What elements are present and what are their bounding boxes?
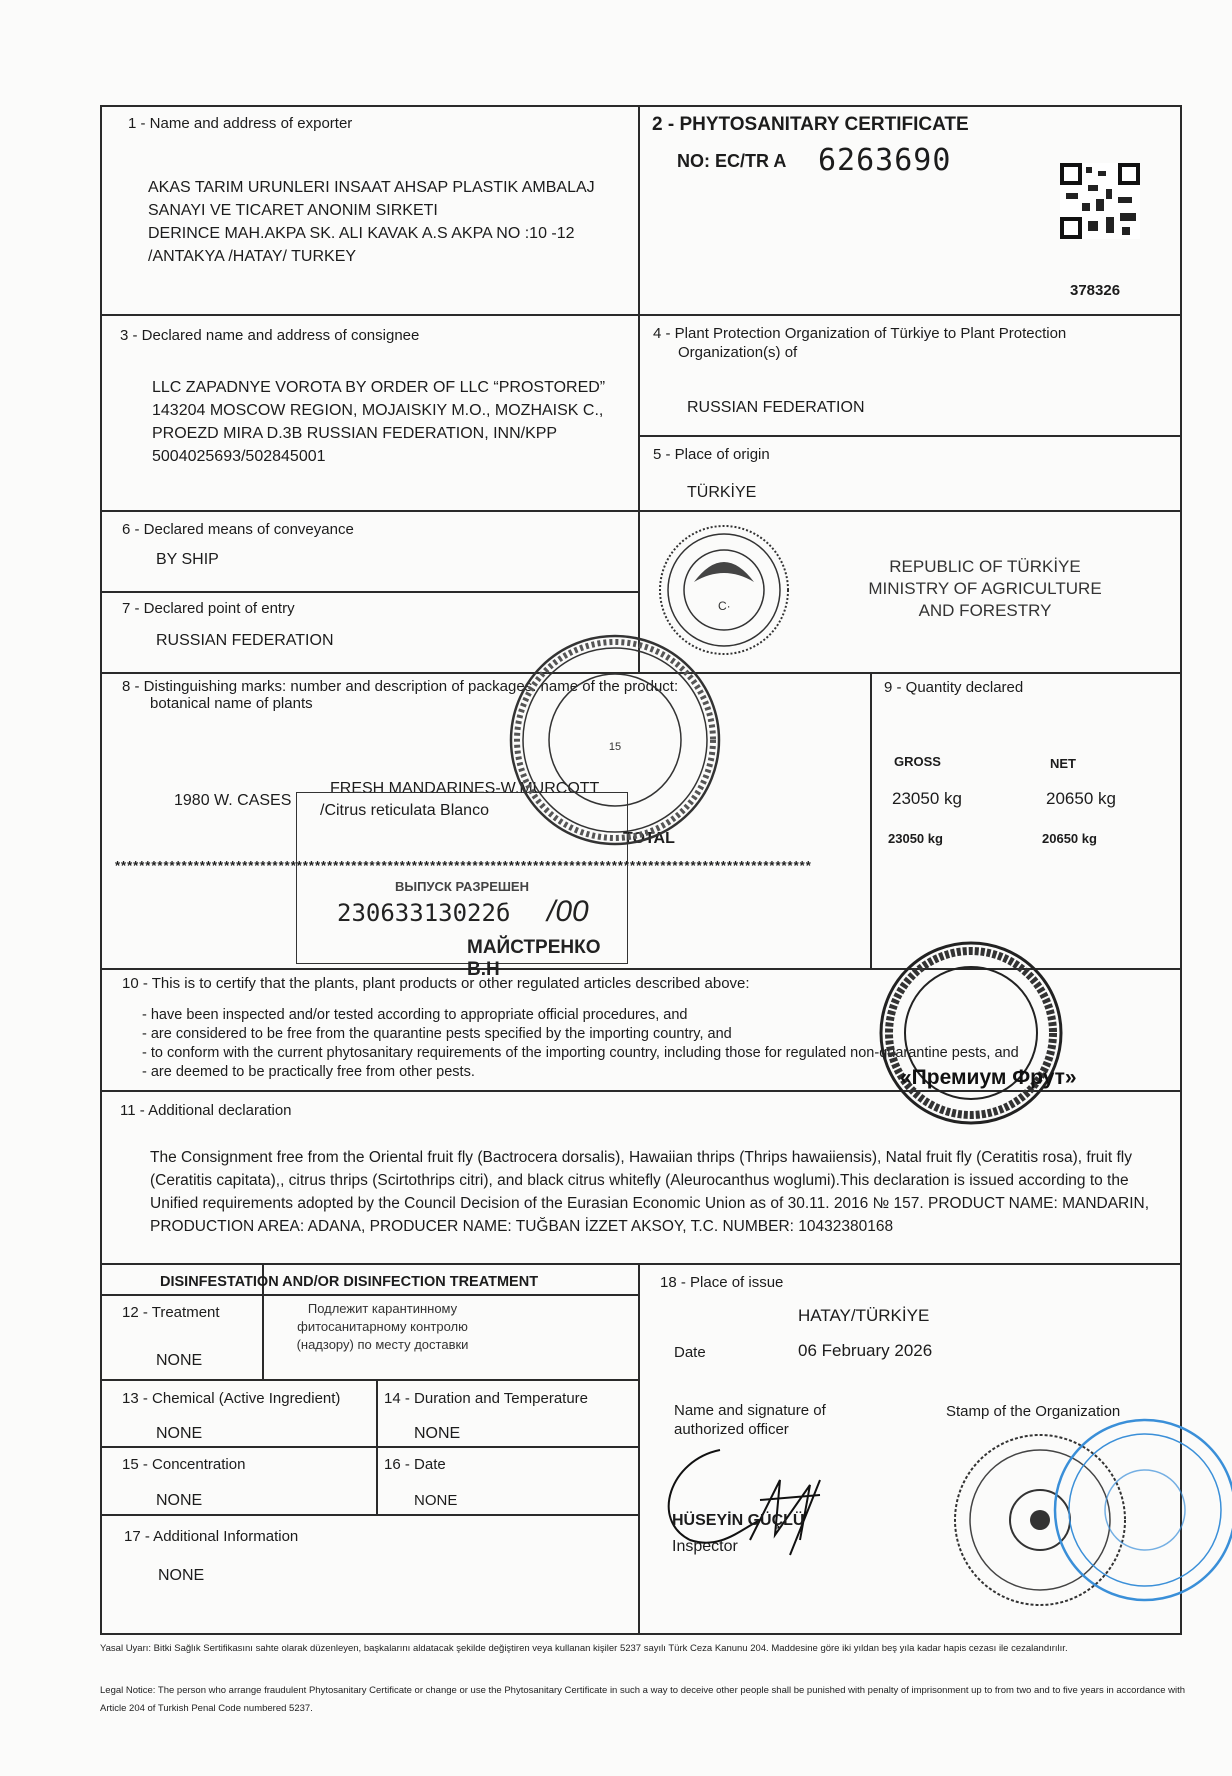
consignee-line: 143204 MOSCOW REGION, MOJAISKIY M.O., MOZHAISK C., — [152, 402, 604, 419]
divider — [100, 1379, 638, 1381]
date-value: NONE — [414, 1492, 458, 1509]
svg-text:15: 15 — [608, 741, 622, 753]
net-label: NET — [1050, 756, 1076, 771]
ministry-name — [825, 556, 1145, 622]
act-suffix: /00 — [547, 895, 589, 928]
divider — [100, 1294, 638, 1296]
divider — [638, 435, 1182, 437]
conveyance-label: 6 - Declared means of conveyance — [122, 521, 354, 538]
officer-label — [674, 1401, 826, 1439]
issue-date-label: Date — [674, 1344, 706, 1361]
veterinary-round-stamp-icon — [505, 630, 725, 850]
marks-label-line: botanical name of plants — [150, 695, 313, 712]
certify-intro: 10 - This is to certify that the plants, plant products or other regulated articles described above: — [122, 975, 750, 992]
packages-count: 1980 W. CASES — [174, 792, 292, 809]
info-value: NONE — [158, 1567, 205, 1584]
certify-item: - to conform with the current phytosanitary requirements of the importing country, including those for regulated non-quarantine pests, and — [142, 1045, 1019, 1061]
exporter-address — [148, 176, 595, 268]
table-border-left — [100, 105, 102, 1635]
divider — [100, 314, 1182, 316]
officer-name: HÜSEYİN GÜÇLÜ — [672, 1512, 805, 1529]
divider — [100, 591, 638, 593]
consignee-line: PROEZD MIRA D.3B RUSSIAN FEDERATION, INN/KPP — [152, 425, 558, 442]
table-border-top — [100, 105, 1182, 107]
treatment-label: 12 - Treatment — [122, 1304, 220, 1321]
divider — [638, 1263, 640, 1633]
conveyance-value: BY SHIP — [156, 551, 219, 568]
ministry-line: REPUBLIC OF TÜRKİYE — [889, 557, 1081, 576]
issue-date: 06 February 2026 — [798, 1341, 933, 1360]
treatment-heading: DISINFESTATION AND/OR DISINFECTION TREATMENT — [160, 1274, 539, 1290]
qr-code-icon — [1060, 163, 1140, 239]
release-title: ВЫПУСК РАЗРЕШЕН — [394, 879, 529, 894]
certify-item: - have been inspected and/or tested according to appropriate official procedures, and — [142, 1007, 688, 1023]
product-name: FRESH MANDARINES-W.MURCOTT — [330, 780, 600, 797]
chemical-label: 13 - Chemical (Active Ingredient) — [122, 1390, 341, 1407]
entry-value: RUSSIAN FEDERATION — [156, 632, 334, 649]
info-label: 17 - Additional Information — [124, 1528, 299, 1545]
star-separator: ******************************************************************************************************************* — [115, 858, 812, 873]
ppo-label-line: Organization(s) of — [678, 344, 798, 361]
blue-company-seal-icon — [1040, 1410, 1232, 1610]
ppo-label-line: 4 - Plant Protection Organization of Türkiye to Plant Protection — [653, 325, 1067, 342]
company-stamp-icon — [876, 938, 1066, 1128]
ppo-value: RUSSIAN FEDERATION — [687, 399, 865, 416]
quarantine-note-stamp: Подлежит карантинному фитосанитарному контролю (надзору) по месту доставки — [296, 1301, 469, 1352]
total-label: TOTAL — [623, 830, 675, 847]
marks-label-line: 8 - Distinguishing marks: number and description of packages: name of the product: — [122, 678, 679, 695]
duration-label: 14 - Duration and Temperature — [384, 1390, 589, 1407]
table-border-right — [1180, 105, 1182, 1635]
exporter-line: /ANTAKYA /HATAY/ TURKEY — [148, 248, 357, 265]
net-total: 20650 kg — [1042, 831, 1097, 846]
concentration-value: NONE — [156, 1492, 203, 1509]
certificate-no-label: NO: EC/TR A — [677, 151, 787, 171]
officer-title: Inspector — [672, 1538, 738, 1555]
issue-label: 18 - Place of issue — [660, 1274, 784, 1291]
legal-notice-turkish: Yasal Uyarı: Bitki Sağlık Sertifikasını sahte olarak düzenleyen, başkalarını aldatacak şekilde değiştiren veya kullanan kişiler 5237 sayılı Türk Ceza Kanunu 204. Maddesine göre iki yıldan beş yıla kadar hapis cezası ile cezalandırılır. — [100, 1643, 1068, 1654]
botanical-name: /Citrus reticulata Blanco — [320, 802, 489, 819]
gross-total: 23050 kg — [888, 831, 943, 846]
officer-label-line: authorized officer — [674, 1421, 789, 1438]
exporter-line: AKAS TARIM URUNLERI INSAAT AHSAP PLASTIK AMBALAJ — [148, 179, 595, 196]
date-label: 16 - Date — [384, 1456, 446, 1473]
inspector-name-stamp: МАЙСТРЕНКО В.Н — [467, 937, 601, 980]
consignee-line: LLC ZAPADNYE VOROTA BY ORDER OF LLC “PROSTORED” — [152, 379, 606, 396]
divider — [100, 510, 1182, 512]
origin-label: 5 - Place of origin — [653, 446, 770, 463]
certificate-serial: 378326 — [1070, 282, 1121, 299]
issue-place: HATAY/TÜRKİYE — [798, 1306, 930, 1325]
consignee-address — [152, 376, 605, 468]
additional-label: 11 - Additional declaration — [120, 1102, 292, 1119]
origin-value: TÜRKİYE — [687, 484, 757, 501]
additional-text: The Consignment free from the Oriental fruit fly (Bactrocera dorsalis), Hawaiian thrips (Thrips hawaiiensis), Natal fruit fly (Ceratitis rosa), fruit fly (Ceratitis capitata),, citrus thrips (Scirtothrips citri), and black citrus whitefly (Aleurocanthus woglumi).This declaration is issued according to the Unified requirements adopted by the Council Decision of the Eurasian Economic Union as of 30.11. 2016 № 157. PRODUCT NAME: MANDARIN, PRODUCTION AREA: ADANA, PRODUCER NAME: TUĞBAN İZZET AKSOY, T.C. NUMBER: 10432380168 — [150, 1149, 1150, 1235]
certify-item: - are deemed to be practically free from other pests. — [142, 1064, 475, 1080]
divider — [638, 105, 640, 673]
stamp-label: Stamp of the Organization — [946, 1403, 1121, 1420]
divider — [870, 672, 872, 968]
divider — [100, 1446, 638, 1448]
ppo-label — [653, 324, 1066, 362]
chemical-value: NONE — [156, 1425, 203, 1442]
ministry-line: MINISTRY OF AGRICULTURE — [868, 579, 1102, 598]
certify-item: - are considered to be free from the quarantine pests specified by the importing country, and — [142, 1026, 732, 1042]
treatment-value: NONE — [156, 1352, 203, 1369]
consignee-label: 3 - Declared name and address of consignee — [120, 327, 420, 344]
concentration-label: 15 - Concentration — [122, 1456, 246, 1473]
act-number: 23063313022б — [337, 899, 511, 927]
quantity-label: 9 - Quantity declared — [884, 679, 1024, 696]
gross-weight: 23050 kg — [892, 789, 962, 808]
table-border-bottom — [100, 1633, 1182, 1635]
entry-label: 7 - Declared point of entry — [122, 600, 295, 617]
net-weight: 20650 kg — [1046, 789, 1116, 808]
exporter-label: 1 - Name and address of exporter — [128, 115, 353, 132]
divider — [100, 1514, 638, 1516]
svg-text:C·: C· — [718, 599, 731, 613]
legal-notice-english: Legal Notice: The person who arrange fraudulent Phytosanitary Certificate or change or use the Phytosanitary Certificate in such a way to deceive other people shall be punished with penalty of imprisonment up to from two and to five years in accordance with Article 204 of Turkish Penal Code numbered 5237. — [100, 1685, 1186, 1714]
officer-label-line: Name and signature of — [674, 1402, 826, 1419]
company-stamp-text: «Премиум Фрут» — [900, 1066, 1077, 1089]
exporter-line: SANAYI VE TICARET ANONIM SIRKETI — [148, 202, 438, 219]
ministry-line: AND FORESTRY — [918, 601, 1052, 620]
certificate-title: 2 - PHYTOSANITARY CERTIFICATE — [652, 114, 969, 135]
exporter-line: DERINCE MAH.AKPA SK. ALI KAVAK A.S AKPA NO :10 -12 — [148, 225, 575, 242]
gross-label: GROSS — [894, 754, 941, 769]
duration-value: NONE — [414, 1425, 461, 1442]
certificate-number: 6263690 — [818, 143, 952, 178]
consignee-line: 5004025693/502845001 — [152, 448, 326, 465]
